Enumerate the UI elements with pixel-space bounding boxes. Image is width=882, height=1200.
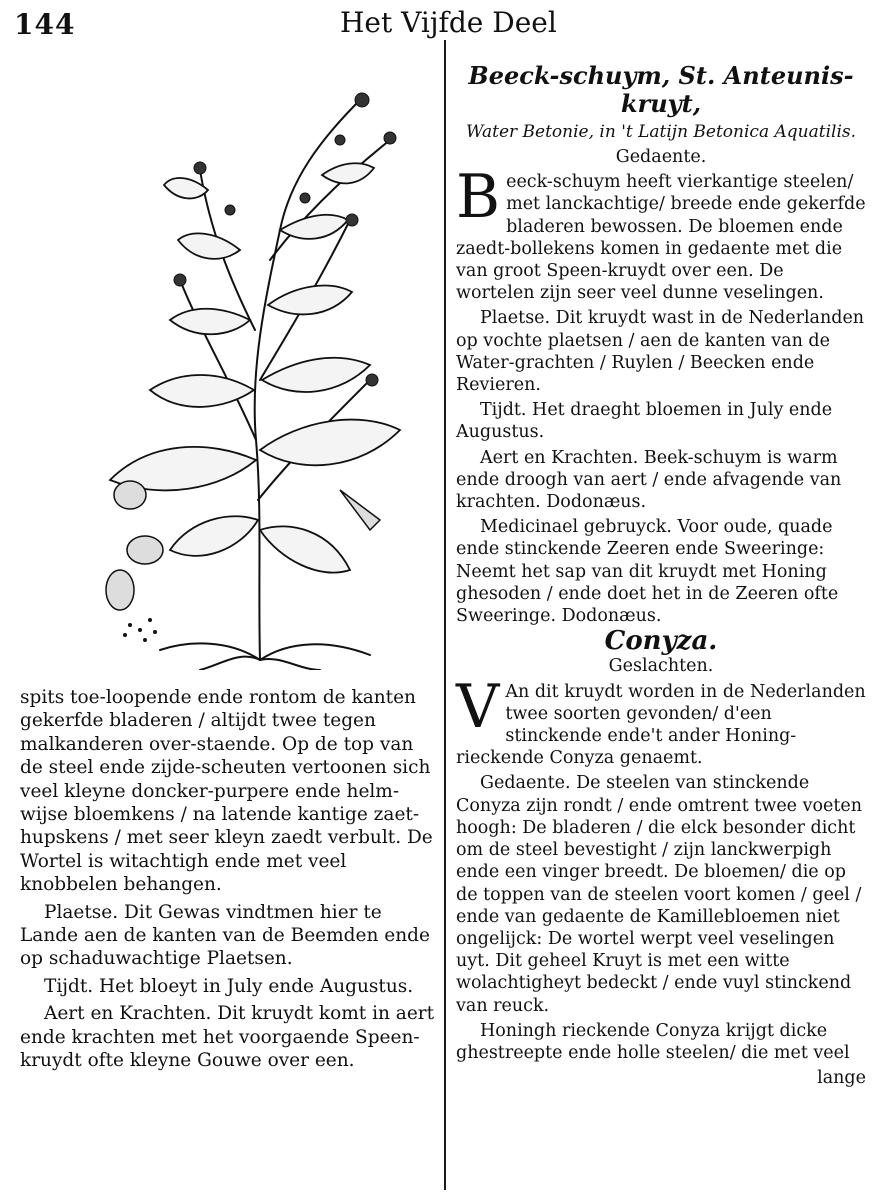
page-number: 144 (14, 8, 76, 41)
tijdt-paragraph: Tijdt. Het bloeyt in July ende Augustus. (44, 975, 414, 997)
column-divider (444, 40, 446, 1190)
entry-title-conyza: Conyza. (604, 626, 718, 657)
conyza-gedaente-paragraph: Gedaente. De steelen van stinckende Conyza zijn rondt / ende omtrent twee voeten hoogh: De bladeren / die elck besonder dicht om de steel bevestight / zijn lanckwerpigh ende een vinger breedt. De bloemen/ die op de toppen van de steelen voort komen / geel / ende van gedaente de Kamillebloemen niet ongelijck: De wortel werpt veel veselingen uyt. Dit geheel Kruyt is met een witte wolachtigheyt bedeckt / ende vuyl stinckend van reuck. (456, 773, 863, 1016)
woodcut-plant-illustration (90, 80, 420, 670)
running-title: Het Vijfde Deel (340, 6, 557, 39)
entry-subtitle: Water Betonie, in 't Latijn Betonica Aquatilis. (465, 122, 857, 142)
aert-paragraph: Aert en Krachten. Beek-schuym is warm ende droogh van aert / ende afvagende van krachten. Dodonæus. (456, 447, 842, 513)
honingh-paragraph: Honingh rieckende Conyza krijgt dicke ghestreepte ende holle steelen/ die met veel (456, 1020, 850, 1063)
catchword: lange (817, 1068, 866, 1089)
tijdt-paragraph: Tijdt. Het draeght bloemen in July ende Augustus. (456, 400, 833, 443)
aert-paragraph: Aert en Krachten. Dit kruydt komt in aert ende krachten met het voorgaende Speen-kruydt ofte kleyne Gouwe over een. (20, 1003, 435, 1072)
medicinael-paragraph: Medicinael gebruyck. Voor oude, quade ende stinckende Zeeren ende Sweeringe: Neemt het sap van dit kruydt met Honing ghesoden / ende doet het in de Zeeren ofte Sweeringe. Dodonæus. (456, 517, 839, 627)
drop-cap: B (456, 162, 501, 233)
plaetse-paragraph: Plaetse. Dit kruydt wast in de Nederlanden op vochte plaetsen / aen de kanten van de Water-grachten / Ruylen / Beecken ende Revieren. (456, 308, 865, 396)
left-text-column (20, 686, 438, 1077)
section-heading-geslachten: Geslachten. (608, 656, 714, 677)
plaetse-paragraph: Plaetse. Dit Gewas vindtmen hier te Lande aen de kanten van de Beemden ende op schaduwachtige Plaetsen. (20, 901, 430, 970)
geslachten-text: An dit kruydt worden in de Nederlanden twee soorten gevonden/ d'een stinckende ende't ander Honing-rieckende Conyza genaemt. (456, 681, 866, 769)
gedaente-text: eeck-schuym heeft vierkantige steelen/ met lanckachtige/ breede ende gekerfde bladeren bewossen. De bloemen ende zaedt-bollekens komen in gedaente met die van groot Speen-kruydt over een. De wortelen zijn seer veel dunne veselingen. (456, 172, 866, 304)
entry-title-beeck-schuym: Beeck-schuym, St. Anteunis-kruyt, (468, 61, 854, 118)
right-text-column (456, 62, 866, 1089)
section-heading-gedaente: Gedaente. (615, 147, 707, 167)
page-header (0, 4, 882, 40)
drop-cap: V (456, 671, 500, 742)
plant-description-paragraph: spits toe-loopende ende rontom de kanten gekerfde bladeren / altijdt twee tegen malkanderen over-staende. Op de top van de steel ende zijde-scheuten vertoonen sich veel kleyne doncker-purpere ende helm-wijse bloemkens / na latende kantige zaet-hupskens / met seer kleyn zaedt verbult. De Wortel is witachtigh ende met veel knobbelen behangen. (20, 687, 433, 896)
geslachten-paragraph (456, 671, 866, 770)
gedaente-paragraph (456, 162, 866, 304)
